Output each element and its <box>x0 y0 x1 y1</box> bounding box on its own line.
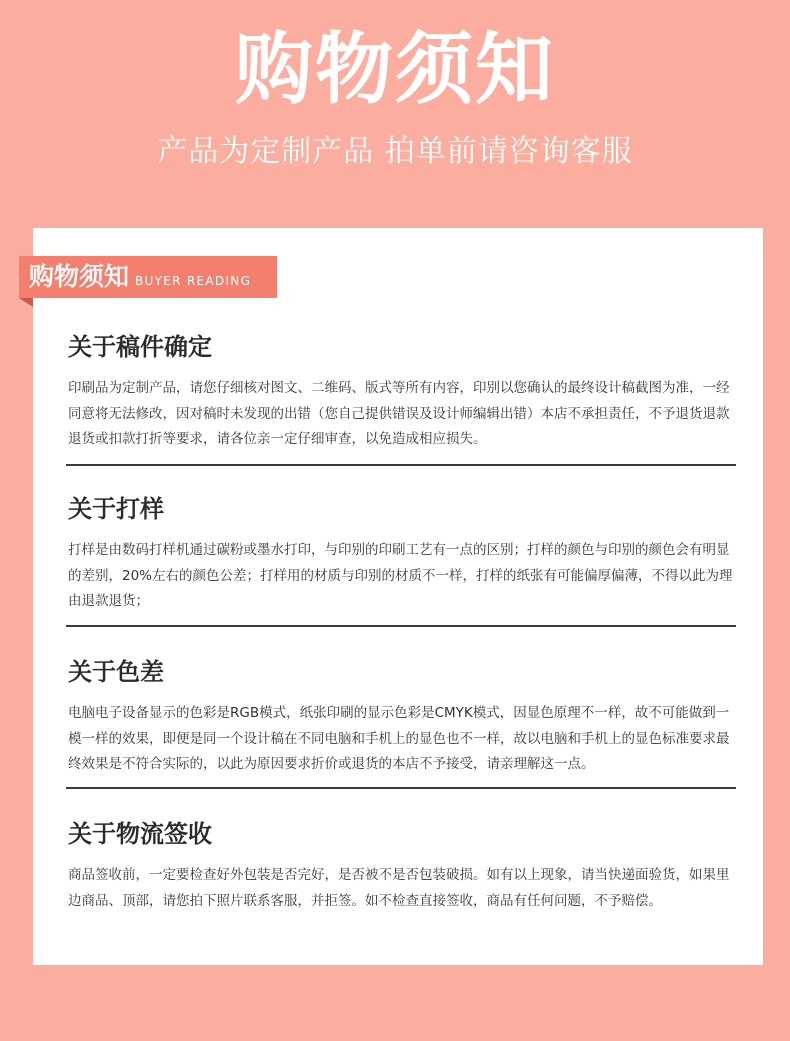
divider <box>66 625 736 627</box>
notice-card <box>29 228 763 965</box>
section-color-difference <box>68 655 736 778</box>
tag-fold <box>19 298 33 307</box>
section-body: 打样是由数码打样机通过碳粉或墨水打印，与印别的印刷工艺有一点的区别；打样的颜色与印别的颜色会有明显的差别，20%左右的颜色公差；打样用的材质与印别的材质不一样，打样的纸张有可能偏厚偏薄，不得以此为理由退款退货； <box>68 542 733 609</box>
section-title: 关于物流签收 <box>68 820 212 848</box>
section-proofing <box>68 492 736 615</box>
section-body: 商品签收前，一定要检查好外包装是否完好，是否被不是否包装破损。如有以上现象，请当快递面验货，如果里边商品、顶部，请您拍下照片联系客服，并拒签。如不检查直接签收，商品有任何问题，不予赔偿。 <box>68 867 730 909</box>
tag-subtitle: BUYER READING <box>135 274 252 288</box>
tag-title: 购物须知 <box>29 262 130 291</box>
divider <box>66 464 736 466</box>
section-title: 关于稿件确定 <box>68 333 212 361</box>
section-delivery <box>68 817 736 914</box>
section-tag <box>19 256 277 298</box>
hero-subtitle: 产品为定制产品 拍单前请咨询客服 <box>157 134 633 169</box>
section-title: 关于色差 <box>68 658 164 686</box>
divider <box>66 787 736 789</box>
section-body: 印刷品为定制产品，请您仔细核对图文、二维码、版式等所有内容，印别以您确认的最终设计稿截图为准，一经同意将无法修改，因对稿时未发现的出错（您自己提供错误及设计师编辑出错）本店不承担责任，不予退货退款退货或扣款打折等要求，请各位亲一定仔细审查，以免造成相应损失。 <box>68 380 730 447</box>
section-body: 电脑电子设备显示的色彩是RGB模式，纸张印刷的显示色彩是CMYK模式，因显色原理不一样，故不可能做到一模一样的效果，即便是同一个设计稿在不同电脑和手机上的显色也不一样，故以电脑和手机上的显色标准要求最终效果是不符合实际的，以此为原因要求折价或退货的本店不予接受，请亲理解这一点。 <box>68 705 730 772</box>
hero-title: 购物须知 <box>234 25 555 115</box>
section-title: 关于打样 <box>68 495 164 523</box>
section-manuscript <box>68 330 736 453</box>
